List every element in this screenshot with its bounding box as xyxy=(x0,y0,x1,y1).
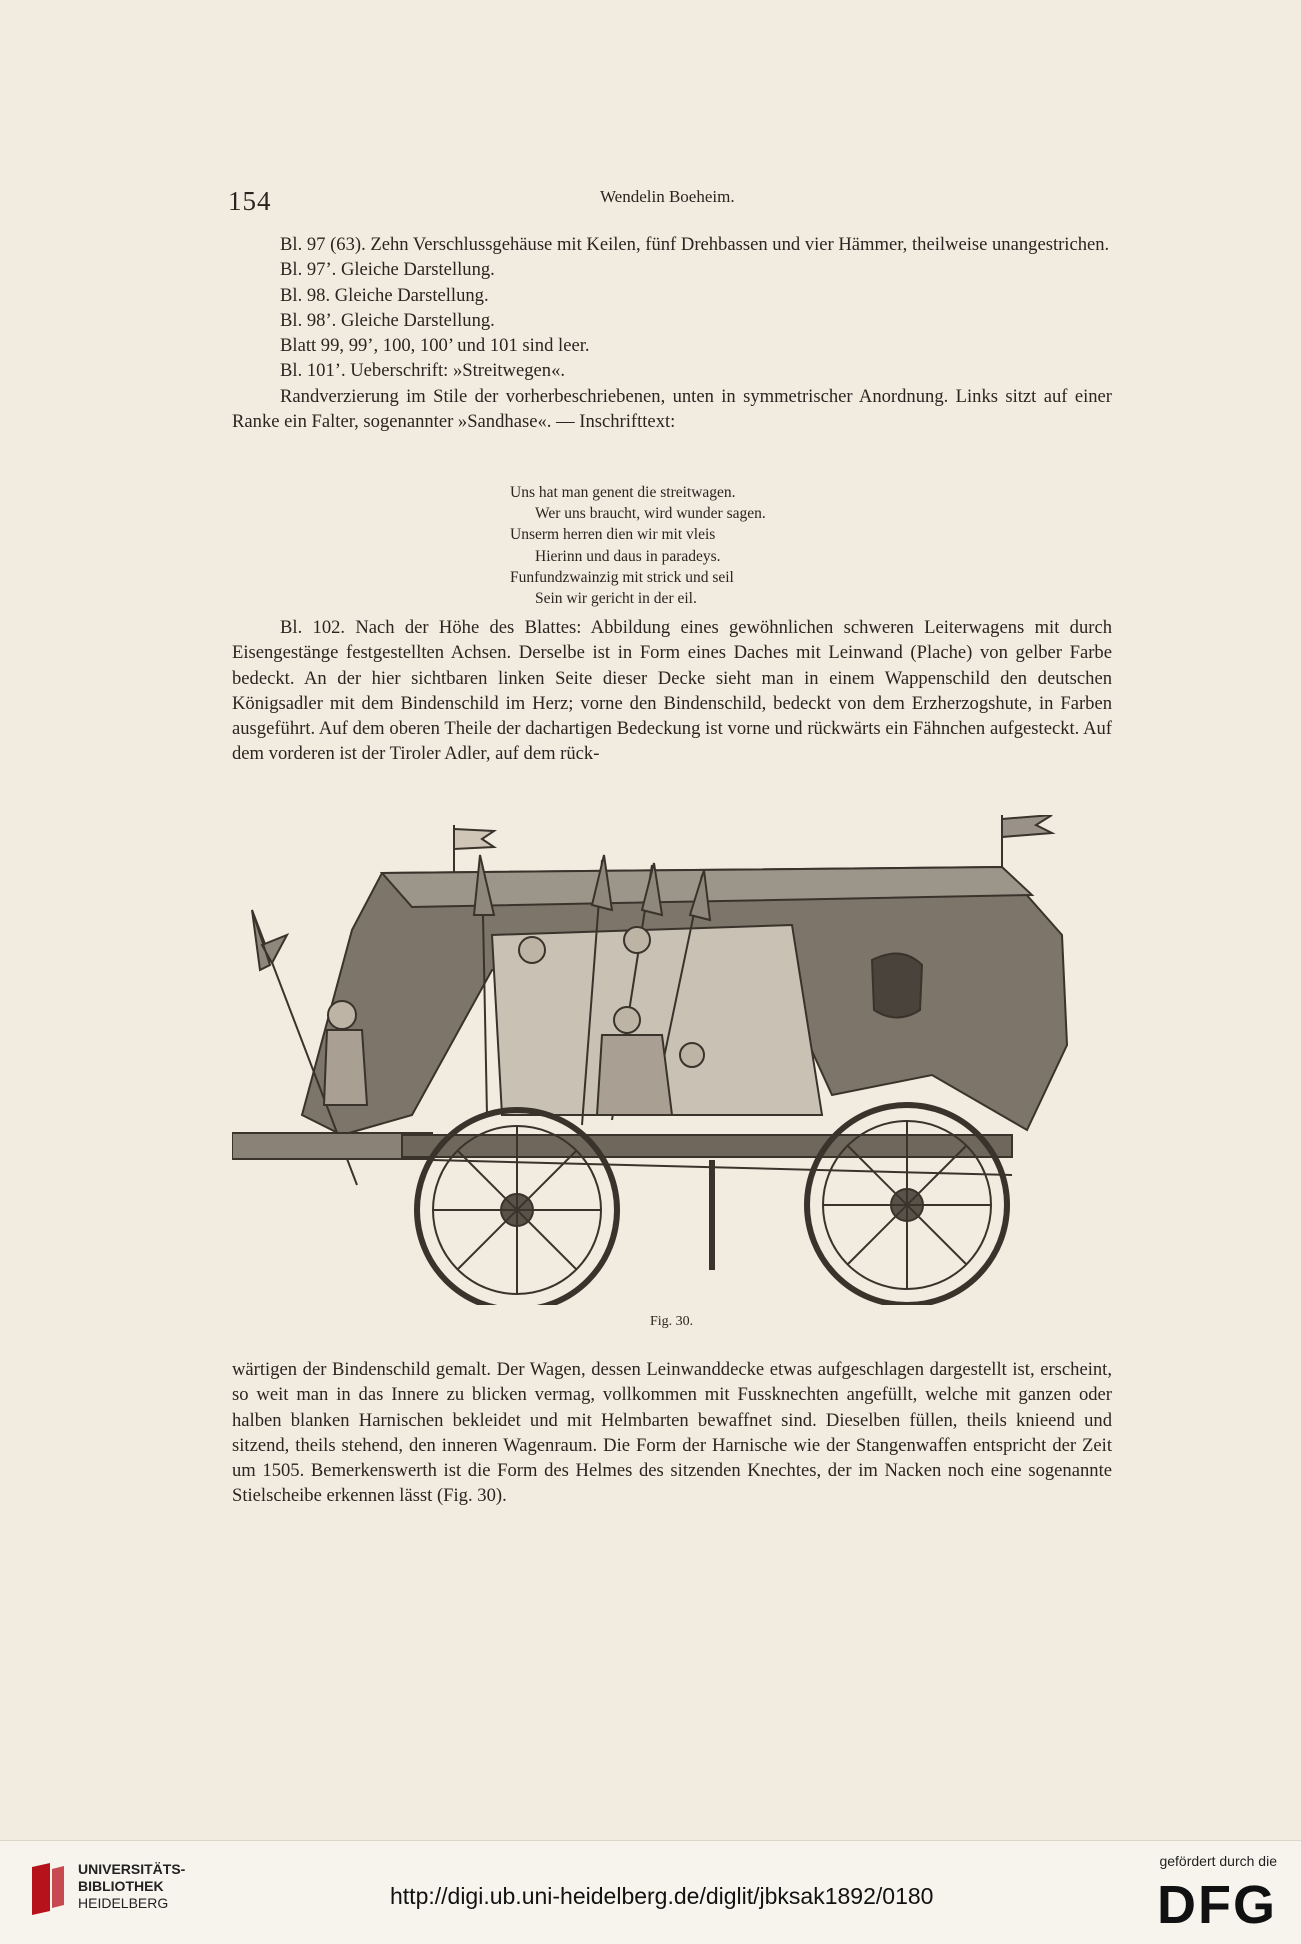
soldier xyxy=(519,937,545,963)
library-line: UNIVERSITÄTS- xyxy=(78,1861,186,1877)
dfg-logo: DFG xyxy=(1157,1875,1277,1935)
rear-wheel xyxy=(807,1105,1007,1305)
text-block-2 xyxy=(232,615,1112,767)
paragraph: Bl. 98. Gleiche Darstellung. xyxy=(280,284,489,306)
library-logo-icon xyxy=(28,1861,68,1917)
soldier xyxy=(680,1043,704,1067)
text-block-1 xyxy=(232,232,1112,434)
coat-of-arms xyxy=(872,954,922,1018)
library-line: HEIDELBERG xyxy=(78,1895,169,1911)
soldier xyxy=(624,927,650,953)
paragraph: Bl. 97 (63). Zehn Verschlussgehäuse mit Keilen, fünf Drehbassen und vier Hämmer, theilweise unangestrichen. xyxy=(280,234,1110,255)
paragraph: Randverzierung im Stile der vorherbeschriebenen, unten in symmetrischer Anordnung. Links sitzt auf einer Ranke ein Falter, sogenannter »Sandhase«. — Inschrifttext: xyxy=(232,385,1112,433)
soldier xyxy=(614,1007,640,1033)
figure-caption: Fig. 30. xyxy=(650,1314,694,1329)
war-wagon-illustration xyxy=(232,815,1112,1305)
paragraph: Bl. 102. Nach der Höhe des Blattes: Abbildung eines gewöhnlichen schweren Leiterwagens mit durch Eisengestänge festgestellten Achsen. Derselbe ist in Form eines Daches mit Leinwand (Plache) von gelber Farbe bedeckt. An der hier sichtbaren linken Seite dieser Decke sieht man in einem Wappenschild den deutschen Königsadler mit dem Bindenschild im Herz; vorne den Bindenschild, bedeckt von dem Erzherzogshute, in Farben ausgeführt. Auf dem oberen Theile der dachartigen Bedeckung ist vorne und rückwärts ein Fähnchen aufgesteckt. Auf dem vorderen ist der Tiroler Adler, auf dem rück- xyxy=(232,617,1112,765)
library-line: BIBLIOTHEK xyxy=(78,1878,164,1894)
soldier xyxy=(328,1001,356,1029)
inscription-poem xyxy=(510,482,766,609)
permalink-url[interactable]: http://digi.ub.uni-heidelberg.de/diglit/jbksak1892/0180 xyxy=(390,1883,934,1909)
poem-line: Uns hat man genent die streitwagen. xyxy=(510,484,736,501)
paragraph: wärtigen der Bindenschild gemalt. Der Wagen, dessen Leinwanddecke etwas aufgeschlagen dargestellt ist, erscheint, so weit man in das Innere zu blicken vermag, vollkommen mit Fussknechten angefüllt, welche mit ganzen oder halben blanken Harnischen bekleidet und mit Helmbarten bewaffnet sind. Dieselben füllen, theils knieend und sitzend, theils stehend, den inneren Wagenraum. Die Form der Harnische wie der Stangenwaffen entspricht der Zeit um 1505. Bemerkenswerth ist die Form des Helmes des sitzenden Knechtes, der im Nacken noch eine sogenannte Stielscheibe erkennen lässt (Fig. 30). xyxy=(232,1359,1112,1507)
poem-line: Wer uns braucht, wird wunder sagen. xyxy=(535,505,766,523)
poem-line: Unserm herren dien wir mit vleis xyxy=(510,526,716,544)
library-name xyxy=(78,1861,185,1912)
front-wheel xyxy=(417,1110,617,1305)
paragraph: Blatt 99, 99’, 100, 100’ und 101 sind leer. xyxy=(280,335,590,357)
footer-bar xyxy=(0,1840,1301,1944)
paragraph: Bl. 98’. Gleiche Darstellung. xyxy=(280,309,495,331)
rear-flag xyxy=(1002,815,1052,837)
war-wagon-drawing xyxy=(232,815,1112,1305)
text-block-3 xyxy=(232,1357,1112,1509)
poem-line: Sein wir gericht in der eil. xyxy=(535,590,697,608)
poem-line: Funfundzwainzig mit strick und seil xyxy=(510,568,734,586)
page-number: 154 xyxy=(228,186,272,216)
funded-by-label: gefördert durch die xyxy=(1159,1853,1277,1869)
running-head: Wendelin Boeheim. xyxy=(600,187,735,206)
poem-line: Hierinn und daus in paradeys. xyxy=(535,547,721,565)
chassis xyxy=(402,1135,1012,1157)
paragraph: Bl. 101’. Ueberschrift: »Streitwegen«. xyxy=(280,360,566,382)
front-flag xyxy=(454,829,494,849)
paragraph: Bl. 97’. Gleiche Darstellung. xyxy=(280,259,495,281)
